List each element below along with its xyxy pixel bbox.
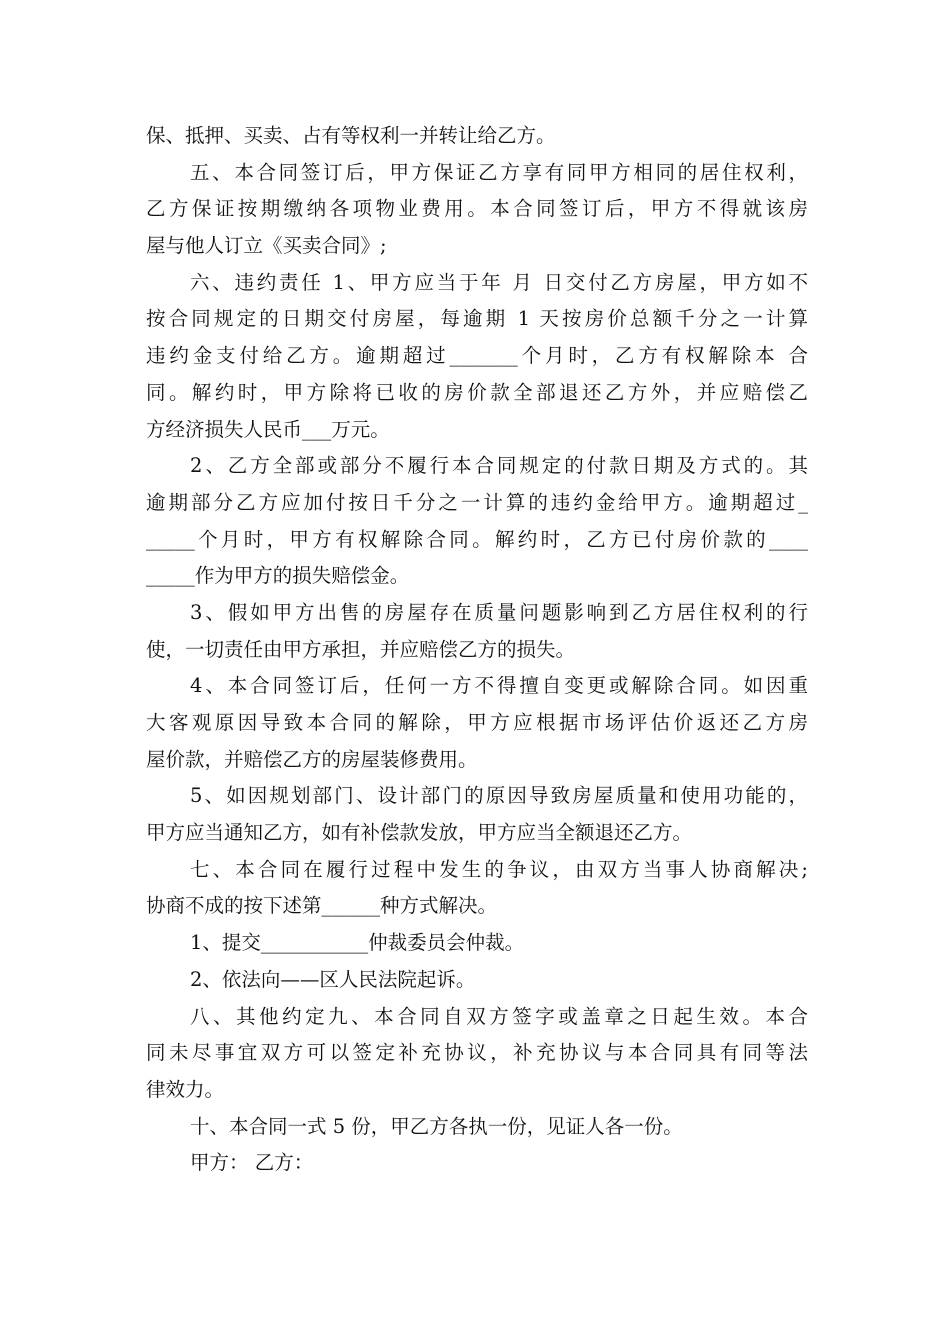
paragraph-seven-line: 七、本合同在履行过程中发生的争议，由双方当事人协商解决; bbox=[190, 857, 808, 881]
text-line: 大客观原因导致本合同的解除，甲方应根据市场评估价返还乙方房 bbox=[146, 711, 808, 734]
text-line: 甲方应当通知乙方，如有补偿款发放，甲方应当全额退还乙方。 bbox=[146, 821, 693, 845]
option-1-line: 1、提交___________仲裁委员会仲裁。 bbox=[190, 931, 525, 955]
paragraph-ten-line: 十、本合同一式 5 份，甲乙方各执一份，见证人各一份。 bbox=[190, 1114, 683, 1138]
document-page bbox=[146, 118, 808, 1182]
text-line: 屋与他人订立《买卖合同》; bbox=[146, 234, 387, 258]
text-line: 律效力。 bbox=[146, 1077, 225, 1101]
paragraph-five-line: 五、本合同签订后，甲方保证乙方享有同甲方相同的居住权利， bbox=[190, 160, 808, 184]
text-line: 保、抵押、买卖、占有等权利一并转让给乙方。 bbox=[146, 124, 556, 147]
clause-2-line: 2、乙方全部或部分不履行本合同规定的付款日期及方式的。其 bbox=[190, 454, 808, 478]
text-line: 使，一切责任由甲方承担，并应赔偿乙方的损失。 bbox=[146, 637, 576, 661]
clause-4-line: 4、本合同签订后，任何一方不得擅自变更或解除合同。如因重 bbox=[190, 674, 808, 698]
signature-line: 甲方： 乙方： bbox=[190, 1151, 314, 1175]
text-line: _____个月时，甲方有权解除合同。解约时，乙方已付房价款的____ bbox=[146, 527, 808, 551]
text-line: 屋价款，并赔偿乙方的房屋装修费用。 bbox=[146, 747, 478, 771]
text-line: 违约金支付给乙方。逾期超过_______个月时，乙方有权解除本 合 bbox=[146, 344, 808, 368]
text-line: 同未尽事宜双方可以签定补充协议，补充协议与本合同具有同等法 bbox=[146, 1041, 808, 1065]
text-line: 方经济损失人民币___万元。 bbox=[146, 417, 390, 441]
text-line: 逾期部分乙方应加付按日千分之一计算的违约金给甲方。逾期超过_ bbox=[146, 490, 808, 514]
text-line: 乙方保证按期缴纳各项物业费用。本合同签订后，甲方不得就该房 bbox=[146, 197, 808, 221]
text-line: 同。解约时，甲方除将已收的房价款全部退还乙方外，并应赔偿乙 bbox=[146, 380, 808, 404]
paragraph-six-line: 六、违约责任 1、甲方应当于年 月 日交付乙方房屋，甲方如不 bbox=[190, 270, 808, 294]
option-2-line: 2、依法向——区人民法院起诉。 bbox=[190, 967, 476, 991]
clause-5-line: 5、如因规划部门、设计部门的原因导致房屋质量和使用功能的， bbox=[190, 784, 808, 808]
text-line: 按合同规定的日期交付房屋，每逾期 1 天按房价总额千分之一计算 bbox=[146, 307, 808, 331]
paragraph-eight-line: 八、其他约定九、本合同自双方签字或盖章之日起生效。本合 bbox=[190, 1004, 808, 1028]
text-line: _____作为甲方的损失赔偿金。 bbox=[146, 564, 410, 588]
text-line: 协商不成的按下述第______种方式解决。 bbox=[146, 894, 498, 918]
clause-3-line: 3、假如甲方出售的房屋存在质量问题影响到乙方居住权利的行 bbox=[190, 600, 808, 624]
